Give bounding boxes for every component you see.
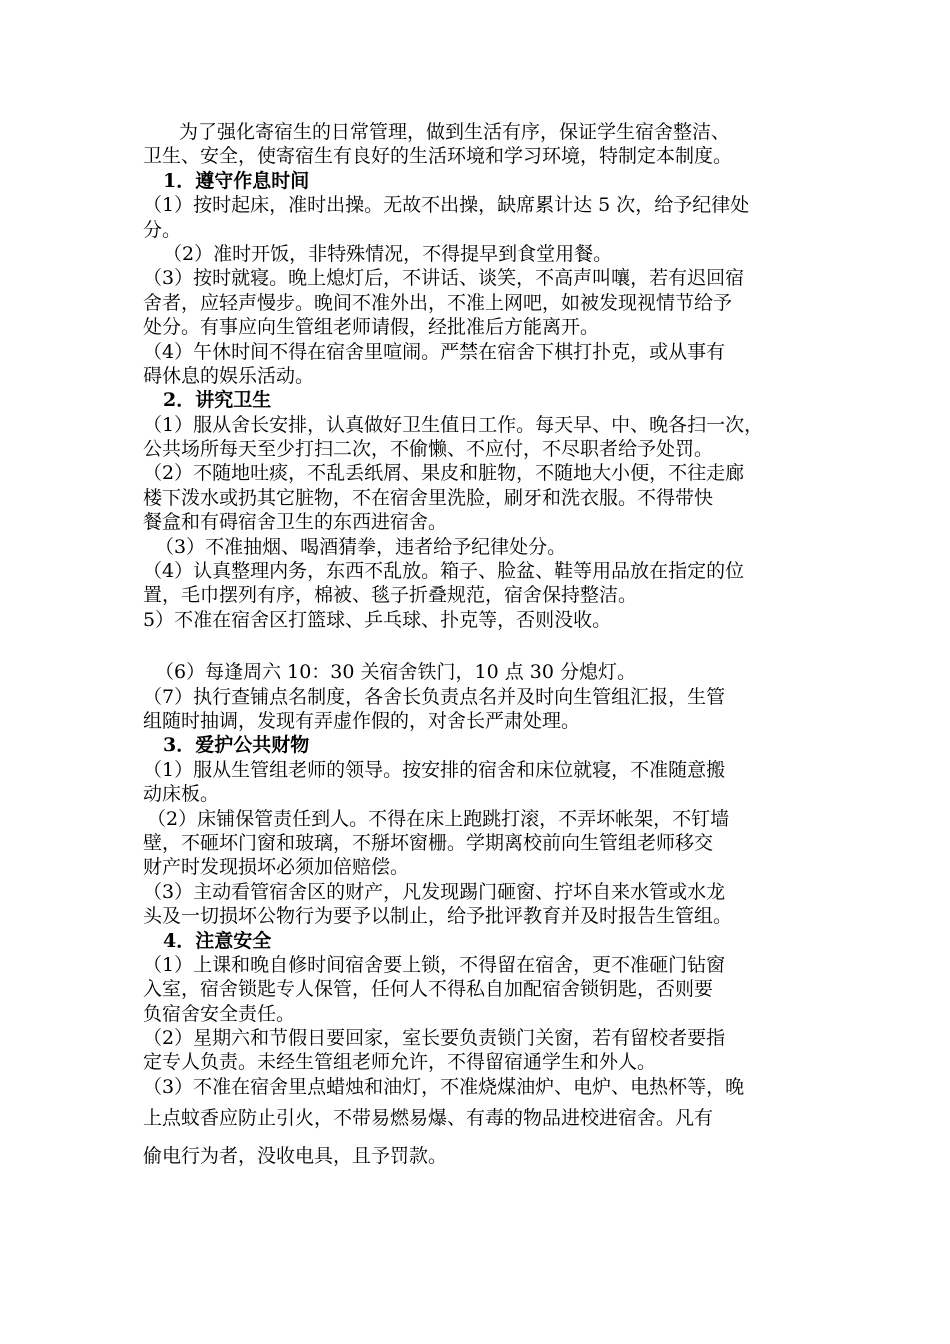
paragraph-line: （2）不随地吐痰，不乱丢纸屑、果皮和脏物，不随地大小便，不往走廊	[143, 462, 745, 485]
paragraph-line: 财产时发现损坏必须加倍赔偿。	[143, 856, 410, 879]
section-heading-3: 3．爱护公共财物	[163, 734, 310, 757]
paragraph-line: （2）床铺保管责任到人。不得在床上跑跳打滚，不弄坏帐架，不钉墙	[147, 807, 730, 830]
paragraph-line: （4）认真整理内务，东西不乱放。箱子、脸盆、鞋等用品放在指定的位	[143, 560, 745, 583]
section-heading-2: 2．讲究卫生	[163, 389, 272, 412]
paragraph-line: 置，毛巾摆列有序，棉被、毯子折叠规范，宿舍保持整洁。	[143, 584, 638, 607]
paragraph-line: （3）按时就寝。晚上熄灯后，不讲话、谈笑，不高声叫嚷，若有迟回宿	[143, 267, 745, 290]
intro-line: 为了强化寄宿生的日常管理，做到生活有序，保证学生宿舍整洁、	[179, 121, 731, 143]
paragraph-line: （2）星期六和节假日要回家，室长要负责锁门关窗，若有留校者要指	[143, 1027, 726, 1050]
section-heading-4: 4．注意安全	[163, 929, 272, 952]
paragraph-line: 偷电行为者，没收电具，且予罚款。	[143, 1145, 448, 1168]
paragraph-line: 分。	[143, 218, 182, 241]
paragraph-line: （1）上课和晚自修时间宿舍要上锁，不得留在宿舍，更不准砸门钻窗	[143, 953, 726, 976]
paragraph-line: 动床板。	[143, 783, 220, 806]
paragraph-line: （1）服从舍长安排，认真做好卫生值日工作。每天早、中、晚各扫一次，	[143, 413, 764, 436]
paragraph-line: 处分。有事应向生管组老师请假，经批准后方能离开。	[143, 316, 600, 339]
paragraph-line: 餐盒和有碍宿舍卫生的东西进宿舍。	[143, 511, 448, 534]
section-heading-1: 1．遵守作息时间	[163, 169, 310, 192]
paragraph-line: 入室，宿舍锁匙专人保管，任何人不得私自加配宿舍锁钥匙，否则要	[143, 978, 714, 1001]
paragraph-line: （6）每逢周六 10：30 关宿舍铁门，10 点 30 分熄灯。	[155, 661, 636, 684]
paragraph-line: 5）不准在宿舍区打篮球、乒乓球、扑克等，否则没收。	[143, 608, 612, 631]
paragraph-line: 头及一切损坏公物行为要予以制止，给予批评教育并及时报告生管组。	[143, 905, 733, 928]
paragraph-line: （1）服从生管组老师的领导。按安排的宿舍和床位就寝，不准随意搬	[143, 758, 726, 781]
paragraph-line: （3）主动看管宿舍区的财产，凡发现踢门砸窗、拧坏自来水管或水龙	[143, 880, 726, 903]
paragraph-line: （3）不准在宿舍里点蜡烛和油灯，不准烧煤油炉、电炉、电热杯等，晚	[143, 1075, 745, 1098]
intro-line: 卫生、安全，使寄宿生有良好的生活环境和学习环境，特制定本制度。	[143, 145, 733, 168]
paragraph-line: 上点蚊香应防止引火，不带易燃易爆、有毒的物品进校进宿舍。凡有	[143, 1107, 714, 1130]
paragraph-line: 公共场所每天至少打扫二次，不偷懒、不应付，不尽职者给予处罚。	[143, 438, 714, 461]
paragraph-line: 舍者，应轻声慢步。晚间不准外出，不准上网吧，如被发现视情节给予	[143, 291, 733, 314]
paragraph-line: 楼下泼水或扔其它脏物，不在宿舍里洗脸，刷牙和洗衣服。不得带快	[143, 486, 714, 509]
paragraph-line: （4）午休时间不得在宿舍里喧闹。严禁在宿舍下棋打扑克，或从事有	[143, 340, 726, 363]
paragraph-line: （7）执行查铺点名制度，各舍长负责点名并及时向生管组汇报，生管	[143, 685, 726, 708]
paragraph-line: 定专人负责。未经生管组老师允许，不得留宿通学生和外人。	[143, 1051, 657, 1074]
paragraph-line: 碍休息的娱乐活动。	[143, 364, 315, 387]
paragraph-line: （2）准时开饭，非特殊情况，不得提早到食堂用餐。	[163, 242, 613, 265]
document-body	[143, 120, 813, 1175]
paragraph-line: 负宿舍安全责任。	[143, 1002, 296, 1025]
paragraph-line: （3）不准抽烟、喝酒猜拳，违者给予纪律处分。	[155, 535, 567, 558]
paragraph-line: 组随时抽调，发现有弄虚作假的，对舍长严肃处理。	[143, 709, 581, 732]
paragraph-line: （1）按时起床，准时出操。无故不出操，缺席累计达 5 次，给予纪律处	[143, 194, 750, 217]
paragraph-line: 壁，不砸坏门窗和玻璃，不掰坏窗栅。学期离校前向生管组老师移交	[143, 831, 714, 854]
blank-line	[143, 632, 813, 660]
